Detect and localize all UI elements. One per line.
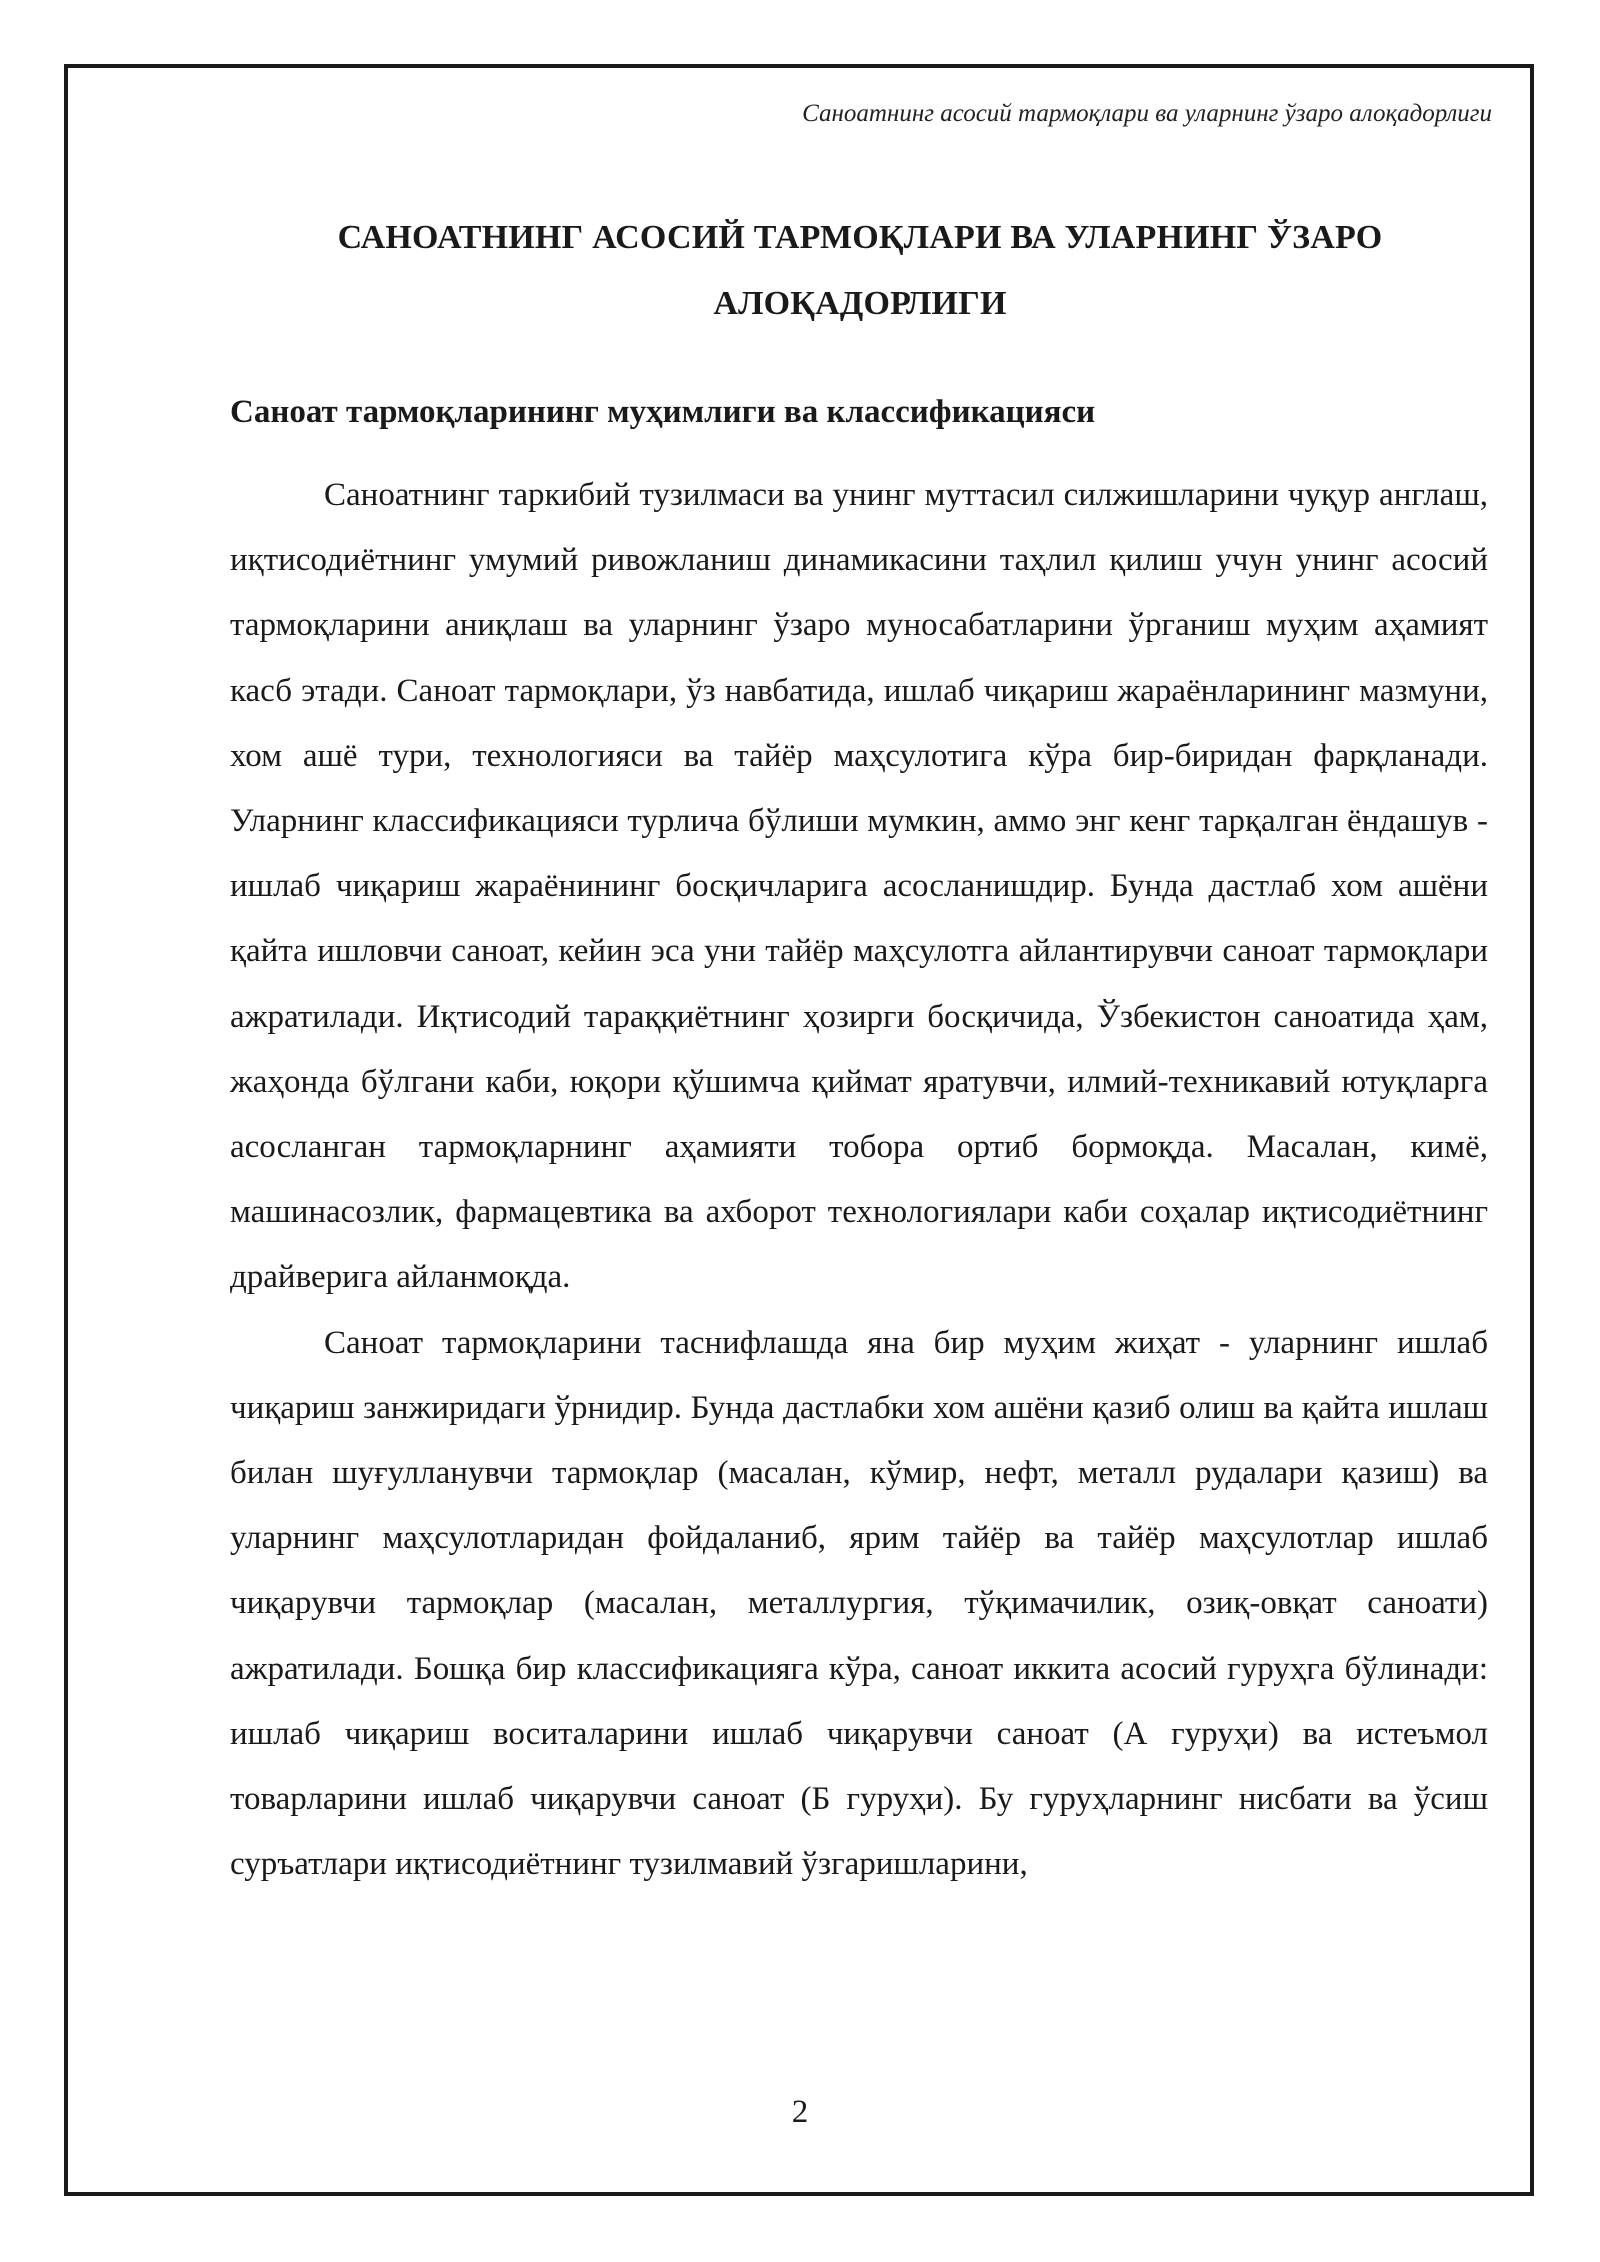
page-number: 2 (791, 2094, 809, 2130)
paragraph-1: Саноатнинг таркибий тузилмаси ва унинг муттасил силжишларини чуқур англаш, иқтисодиётнинг умумий ривожланиш динамикасини таҳлил қилиш учун унинг асосий тармоқларини аниқлаш ва уларнинг ўзаро муносабатларини ўрганиш муҳим аҳамият касб этади. Саноат тармоқлари, ўз навбатида, ишлаб чиқариш жараёнларининг мазмуни, хом ашё тури, технологияси ва тайёр маҳсулотига кўра бир-биридан фарқланади. Уларнинг классификацияси турлича бўлиши мумкин, аммо энг кенг тарқалган ёндашув - ишлаб чиқариш жараёнининг босқичларига асосланишдир. Бунда дастлаб хом ашёни қайта ишловчи саноат, кейин эса уни тайёр маҳсулотга айлантирувчи саноат тармоқлари ажратилади. Иқтисодий тараққиётнинг ҳозирги босқичида, Ўзбекистон саноатида ҳам, жаҳонда бўлгани каби, юқори қўшимча қиймат яратувчи, илмий-техникавий ютуқларга асосланган тармоқларнинг аҳамияти тобора ортиб бормоқда. Масалан, кимё, машинасозлик, фармацевтика ва ахборот технологиялари каби соҳалар иқтисодиётнинг драйверига айланмоқда. (230, 477, 1488, 1296)
body-text (230, 463, 1488, 1897)
paragraph-2: Саноат тармоқларини таснифлашда яна бир муҳим жиҳат - уларнинг ишлаб чиқариш занжиридаги ўрнидир. Бунда дастлабки хом ашёни қазиб олиш ва қайта ишлаш билан шуғулланувчи тармоқлар (масалан, кўмир, нефт, металл рудалари қазиш) ва уларнинг маҳсулотларидан фойдаланиб, ярим тайёр ва тайёр маҳсулотлар ишлаб чиқарувчи тармоқлар (масалан, металлургия, тўқимачилик, озиқ-овқат саноати) ажратилади. Бошқа бир классификацияга кўра, саноат иккита асосий гуруҳга бўлинади: ишлаб чиқариш воситаларини ишлаб чиқарувчи саноат (А гуруҳи) ва истеъмол товарларини ишлаб чиқарувчи саноат (Б гуруҳи). Бу гуруҳларнинг нисбати ва ўсиш суръатлари иқтисодиётнинг тузилмавий ўзгаришларини, (230, 1324, 1488, 1883)
title-line-1: САНОАТНИНГ АСОСИЙ ТАРМОҚЛАРИ ВА УЛАРНИНГ ЎЗАРО (337, 219, 1383, 256)
section-heading: Саноат тармоқларининг муҳимлиги ва классификацияси (230, 394, 1096, 430)
title-line-2: АЛОҚАДОРЛИГИ (713, 285, 1007, 322)
running-header: Саноатнинг асосий тармоқлари ва уларнинг ўзаро алоқадорлиги (802, 100, 1492, 127)
document-title (230, 205, 1490, 337)
